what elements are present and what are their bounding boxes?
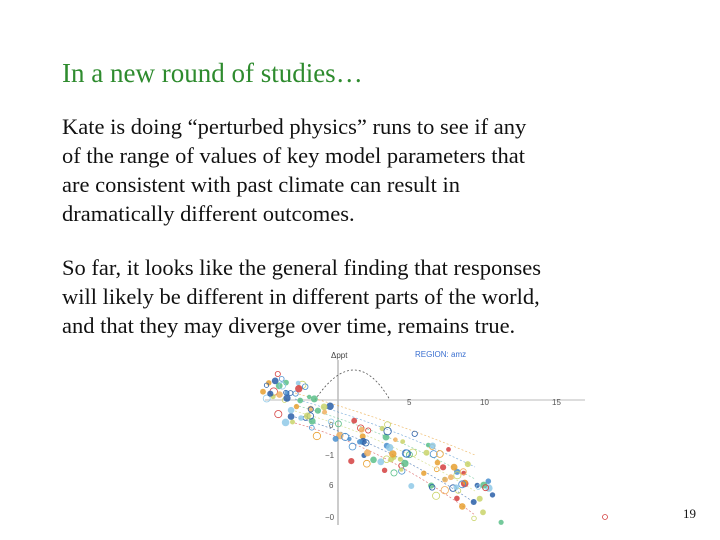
scatter-point [408,483,414,489]
scatter-point [349,443,356,450]
scatter-point [454,496,460,502]
scatter-point [288,413,295,420]
scatter-point [442,477,448,483]
scatter-point [391,470,397,476]
x-tick-label: 15 [552,398,561,407]
scatter-point [421,471,426,476]
scatter-point [386,444,393,451]
scatter-point [283,395,290,402]
scatter-point [295,385,302,392]
scatter-point [448,474,454,480]
scatter-point [275,411,282,418]
scatter-point [453,484,459,490]
scatter-point [275,371,280,376]
slide-title: In a new round of studies… [62,58,363,88]
scatter-point [297,398,303,404]
region-label: REGION: amz [415,350,467,359]
scatter-point [357,439,362,444]
scatter-point [451,464,458,471]
scatter-point [326,403,333,410]
paragraph-1-line: are consistent with past climate can result in [62,172,461,197]
scatter-point [499,520,504,525]
scatter-point [472,516,477,521]
scatter-point [282,419,290,427]
scatter-point [398,457,403,462]
paragraph-1-line: Kate is doing “perturbed physics” runs to see if any [62,114,527,139]
scatter-point [290,420,295,425]
paragraph-2-line: So far, it looks like the general finding that responses [62,255,541,280]
scatter-point [366,428,371,433]
scatter-point [364,449,371,456]
y-axis-label: Δppt [331,351,348,360]
scatter-point [435,460,441,466]
scatter-point [477,496,483,502]
scatter-point [313,432,320,439]
scatter-point [272,378,279,385]
scatter-point [603,515,608,520]
scatter-point [351,418,357,424]
scatter-point [279,377,284,382]
scatter-point [441,487,448,494]
scatter-point [322,410,327,415]
scatter-point [446,447,451,452]
scatter-point [321,404,328,411]
scatter-point [399,467,403,471]
scatter-point [304,413,311,420]
scatter-point [393,437,398,442]
scatter-figure [255,345,620,530]
paragraph-2-line: will likely be different in different parts of the world, [62,284,540,309]
scatter-point [333,436,339,442]
x-tick-label: 5 [407,398,412,407]
scatter-point [363,460,370,467]
page-number: 19 [683,506,696,521]
scatter-points [260,371,607,525]
paragraph-1-line: dramatically different outcomes. [62,201,355,226]
scatter-point [276,391,283,398]
scatter-point [267,391,273,397]
y-tick-label: 6 [329,481,334,490]
paragraph-1 [62,112,702,228]
scatter-point [480,509,486,515]
scatter-point [384,428,391,435]
trend-lines [295,393,475,515]
x-tick-label: 10 [480,398,489,407]
scatter-point [315,408,321,414]
paragraph-1-line: of the range of values of key model parameters that [62,143,525,168]
y-tick-label: −0 [325,513,335,522]
scatter-point [490,492,495,497]
scatter-point [465,461,471,467]
scatter-point [260,389,266,395]
scatter-point [296,381,301,386]
scatter-point [377,458,384,465]
scatter-point [440,464,446,470]
dome-curve [315,370,390,400]
scatter-point [433,492,440,499]
scatter-point [307,395,311,399]
scatter-point [389,450,396,457]
paragraph-2 [62,253,702,340]
y-tick-label: 0 [329,421,334,430]
scatter-point [359,427,365,433]
scatter-point [429,443,435,449]
scatter-point [471,499,477,505]
scatter-point [348,458,354,464]
scatter-point [370,457,377,464]
y-tick-label: −1 [325,451,335,460]
scatter-point [294,404,299,409]
scatter-point [311,395,318,402]
scatter-point [400,439,405,444]
scatter-point [424,450,430,456]
scatter-point [401,460,408,467]
scatter-point [459,503,466,510]
scatter-point [385,422,391,428]
scatter-point [382,468,387,473]
paragraph-2-line: and that they may diverge over time, remains true. [62,313,516,338]
scatter-point [428,483,434,489]
scatter-point [298,415,304,421]
trend-line [295,417,475,503]
scatter-point [288,407,295,414]
